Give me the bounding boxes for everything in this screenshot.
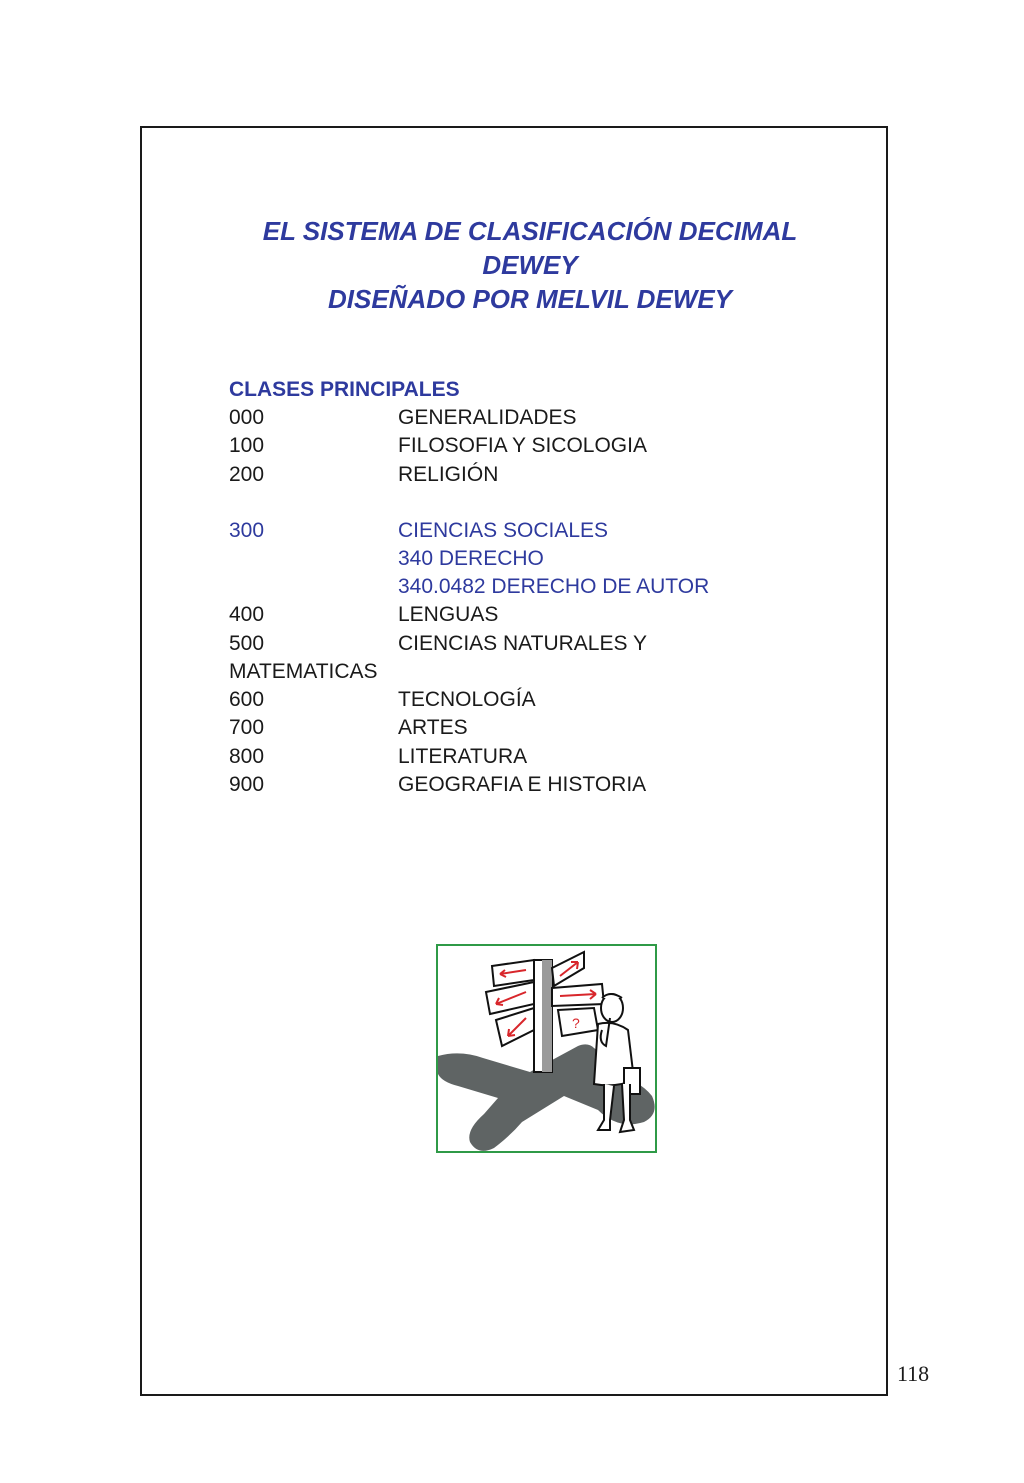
- class-code: 700: [229, 716, 265, 739]
- class-label: GENERALIDADES: [398, 406, 577, 429]
- class-code: 500: [229, 632, 265, 655]
- document-title: [140, 214, 920, 316]
- class-code: 600: [229, 688, 265, 711]
- page-number: 118: [897, 1361, 930, 1386]
- class-label: CIENCIAS NATURALES Y: [398, 632, 647, 655]
- signpost-illustration: [438, 946, 655, 1151]
- class-label: FILOSOFIA Y SICOLOGIA: [398, 434, 647, 457]
- title-line-2: DEWEY: [482, 250, 578, 280]
- class-code: 800: [229, 745, 265, 768]
- class-code: 400: [229, 603, 265, 626]
- title-line-1: EL SISTEMA DE CLASIFICACIÓN DECIMAL: [262, 216, 798, 246]
- post-shade: [542, 960, 552, 1072]
- question-mark: ?: [572, 1015, 580, 1031]
- signpost-clipart: [436, 944, 657, 1153]
- class-code: 900: [229, 773, 265, 796]
- class-label: RELIGIÓN: [398, 463, 499, 486]
- class-code: 300: [229, 519, 265, 542]
- section-heading: CLASES PRINCIPALES: [229, 378, 460, 401]
- class-label-continuation: MATEMATICAS: [229, 660, 378, 683]
- title-line-3: DISEÑADO POR MELVIL DEWEY: [327, 284, 732, 314]
- class-label: LITERATURA: [398, 745, 528, 768]
- class-code: 100: [229, 434, 265, 457]
- class-label: TECNOLOGÍA: [398, 688, 536, 711]
- subclass-label: 340.0482 DERECHO DE AUTOR: [398, 575, 710, 598]
- subclass-label: 340 DERECHO: [398, 547, 544, 570]
- class-label: GEOGRAFIA E HISTORIA: [398, 773, 647, 796]
- class-label: CIENCIAS SOCIALES: [398, 519, 609, 542]
- class-code: 000: [229, 406, 265, 429]
- class-label: ARTES: [398, 716, 468, 739]
- class-label: LENGUAS: [398, 603, 499, 626]
- class-code: 200: [229, 463, 265, 486]
